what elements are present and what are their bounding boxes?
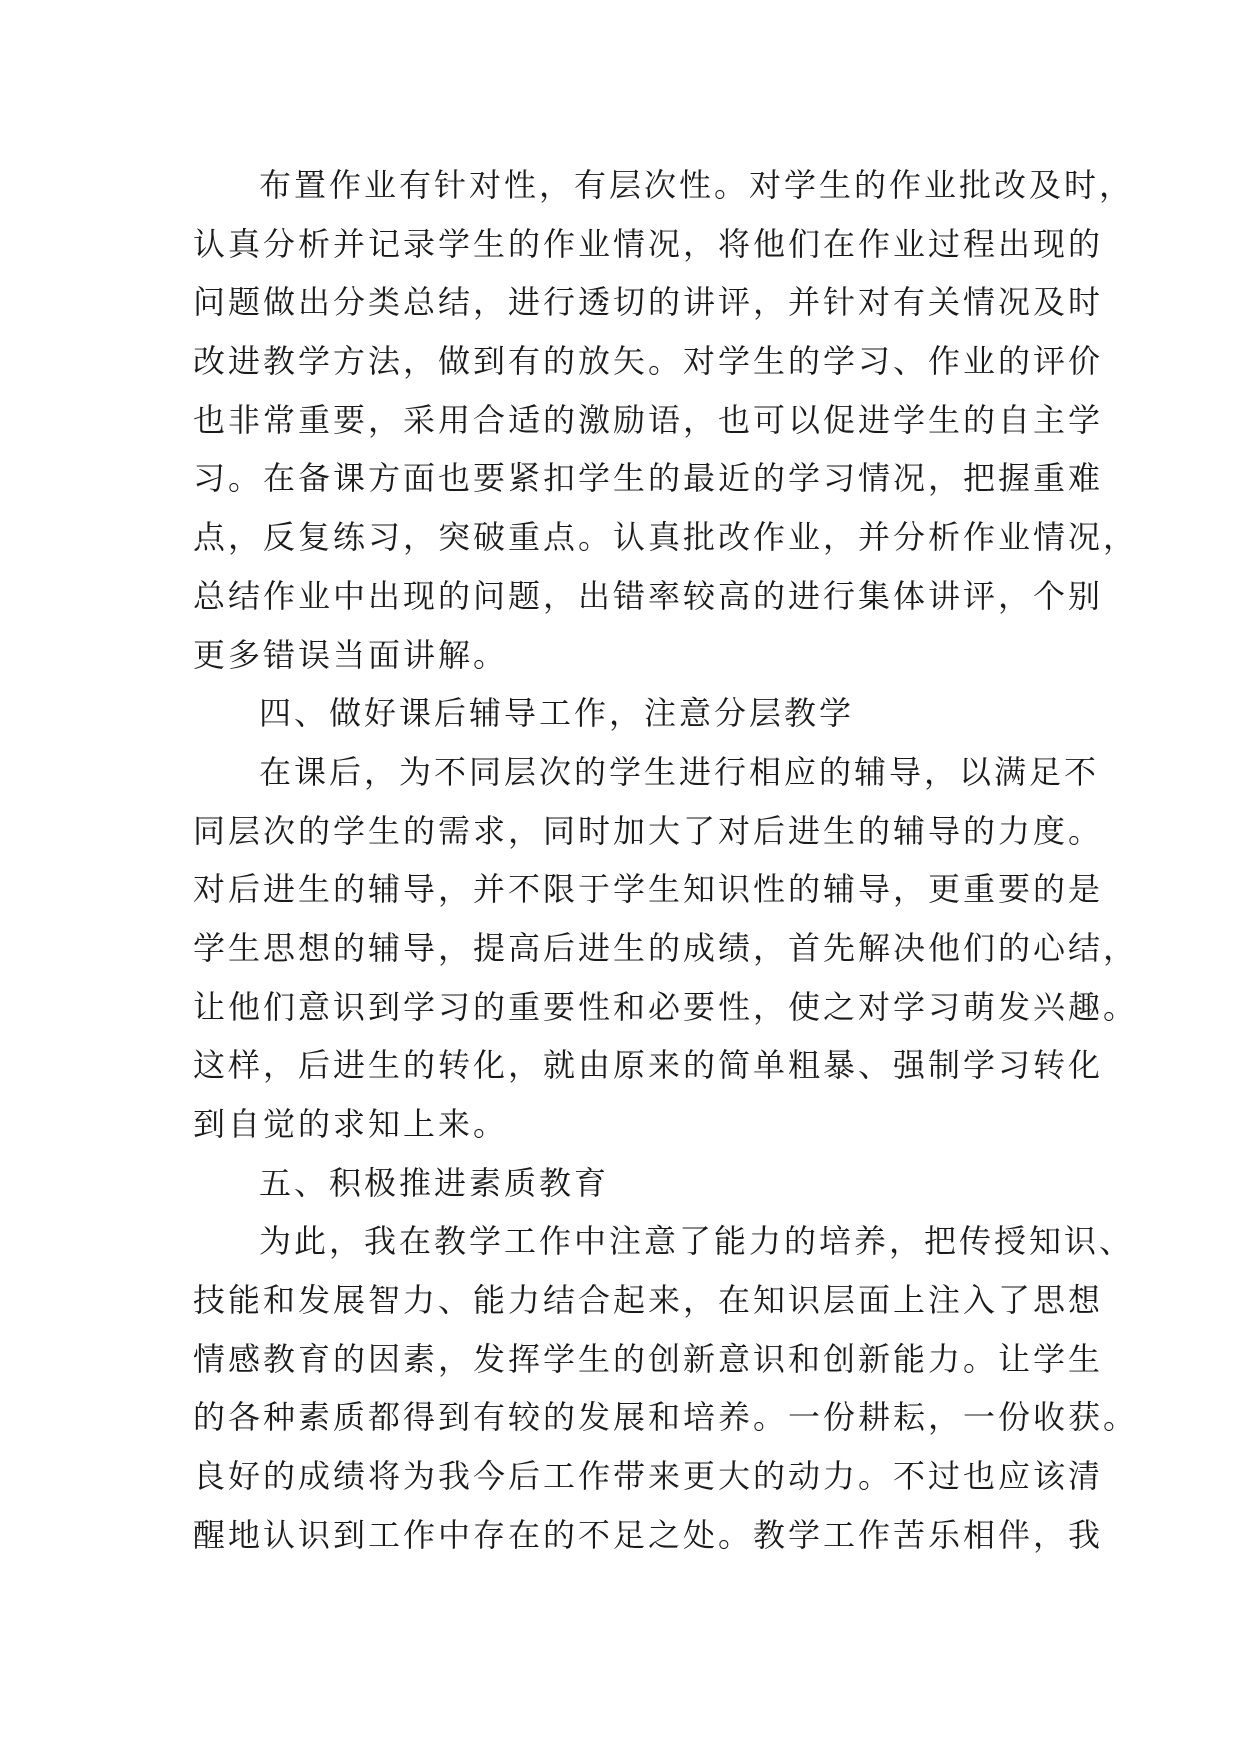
paragraph-line: 也非常重要，采用合适的激励语，也可以促进学生的自主学 [193,400,1104,439]
paragraph-line: 情感教育的因素，发挥学生的创新意识和创新能力。让学生 [193,1339,1104,1378]
paragraph-line: 的各种素质都得到有较的发展和培养。一份耕耘，一份收获。 [193,1398,1139,1437]
paragraph-line: 习。在备课方面也要紧扣学生的最近的学习情况，把握重难 [193,459,1104,498]
paragraph-line: 这样，后进生的转化，就由原来的简单粗暴、强制学习转化 [193,1046,1104,1085]
document-body [193,156,1139,1565]
section-heading: 四、做好课后辅导工作，注意分层教学 [259,694,855,733]
paragraph-line: 让他们意识到学习的重要性和必要性，使之对学习萌发兴趣。 [193,987,1139,1026]
paragraph-line: 改进教学方法，做到有的放矢。对学生的学习、作业的评价 [193,342,1104,381]
paragraph-line: 在课后，为不同层次的学生进行相应的辅导，以满足不 [259,752,1100,791]
paragraph-line: 总结作业中出现的问题，出错率较高的进行集体讲评，个别 [193,576,1104,615]
paragraph-line: 点，反复练习，突破重点。认真批改作业，并分析作业情况， [193,518,1139,557]
paragraph-line: 同层次的学生的需求，同时加大了对后进生的辅导的力度。 [193,811,1104,850]
section-heading: 五、积极推进素质教育 [259,1163,610,1202]
paragraph-line: 学生思想的辅导，提高后进生的成绩，首先解决他们的心结， [193,928,1139,967]
paragraph-line: 认真分析并记录学生的作业情况，将他们在作业过程出现的 [193,224,1104,263]
paragraph-line: 良好的成绩将为我今后工作带来更大的动力。不过也应该清 [193,1457,1104,1496]
paragraph-line: 为此，我在教学工作中注意了能力的培养，把传授知识、 [259,1222,1135,1261]
paragraph-line: 技能和发展智力、能力结合起来，在知识层面上注入了思想 [193,1281,1104,1320]
paragraph-line: 到自觉的求知上来。 [193,1105,509,1143]
paragraph-line: 醒地认识到工作中存在的不足之处。教学工作苦乐相伴，我 [193,1515,1104,1554]
paragraph-line: 问题做出分类总结，进行透切的讲评，并针对有关情况及时 [193,283,1104,322]
paragraph-line: 更多错误当面讲解。 [193,635,509,674]
paragraph-line: 布置作业有针对性，有层次性。对学生的作业批改及时， [259,166,1135,204]
paragraph-line: 对后进生的辅导，并不限于学生知识性的辅导，更重要的是 [193,870,1104,909]
